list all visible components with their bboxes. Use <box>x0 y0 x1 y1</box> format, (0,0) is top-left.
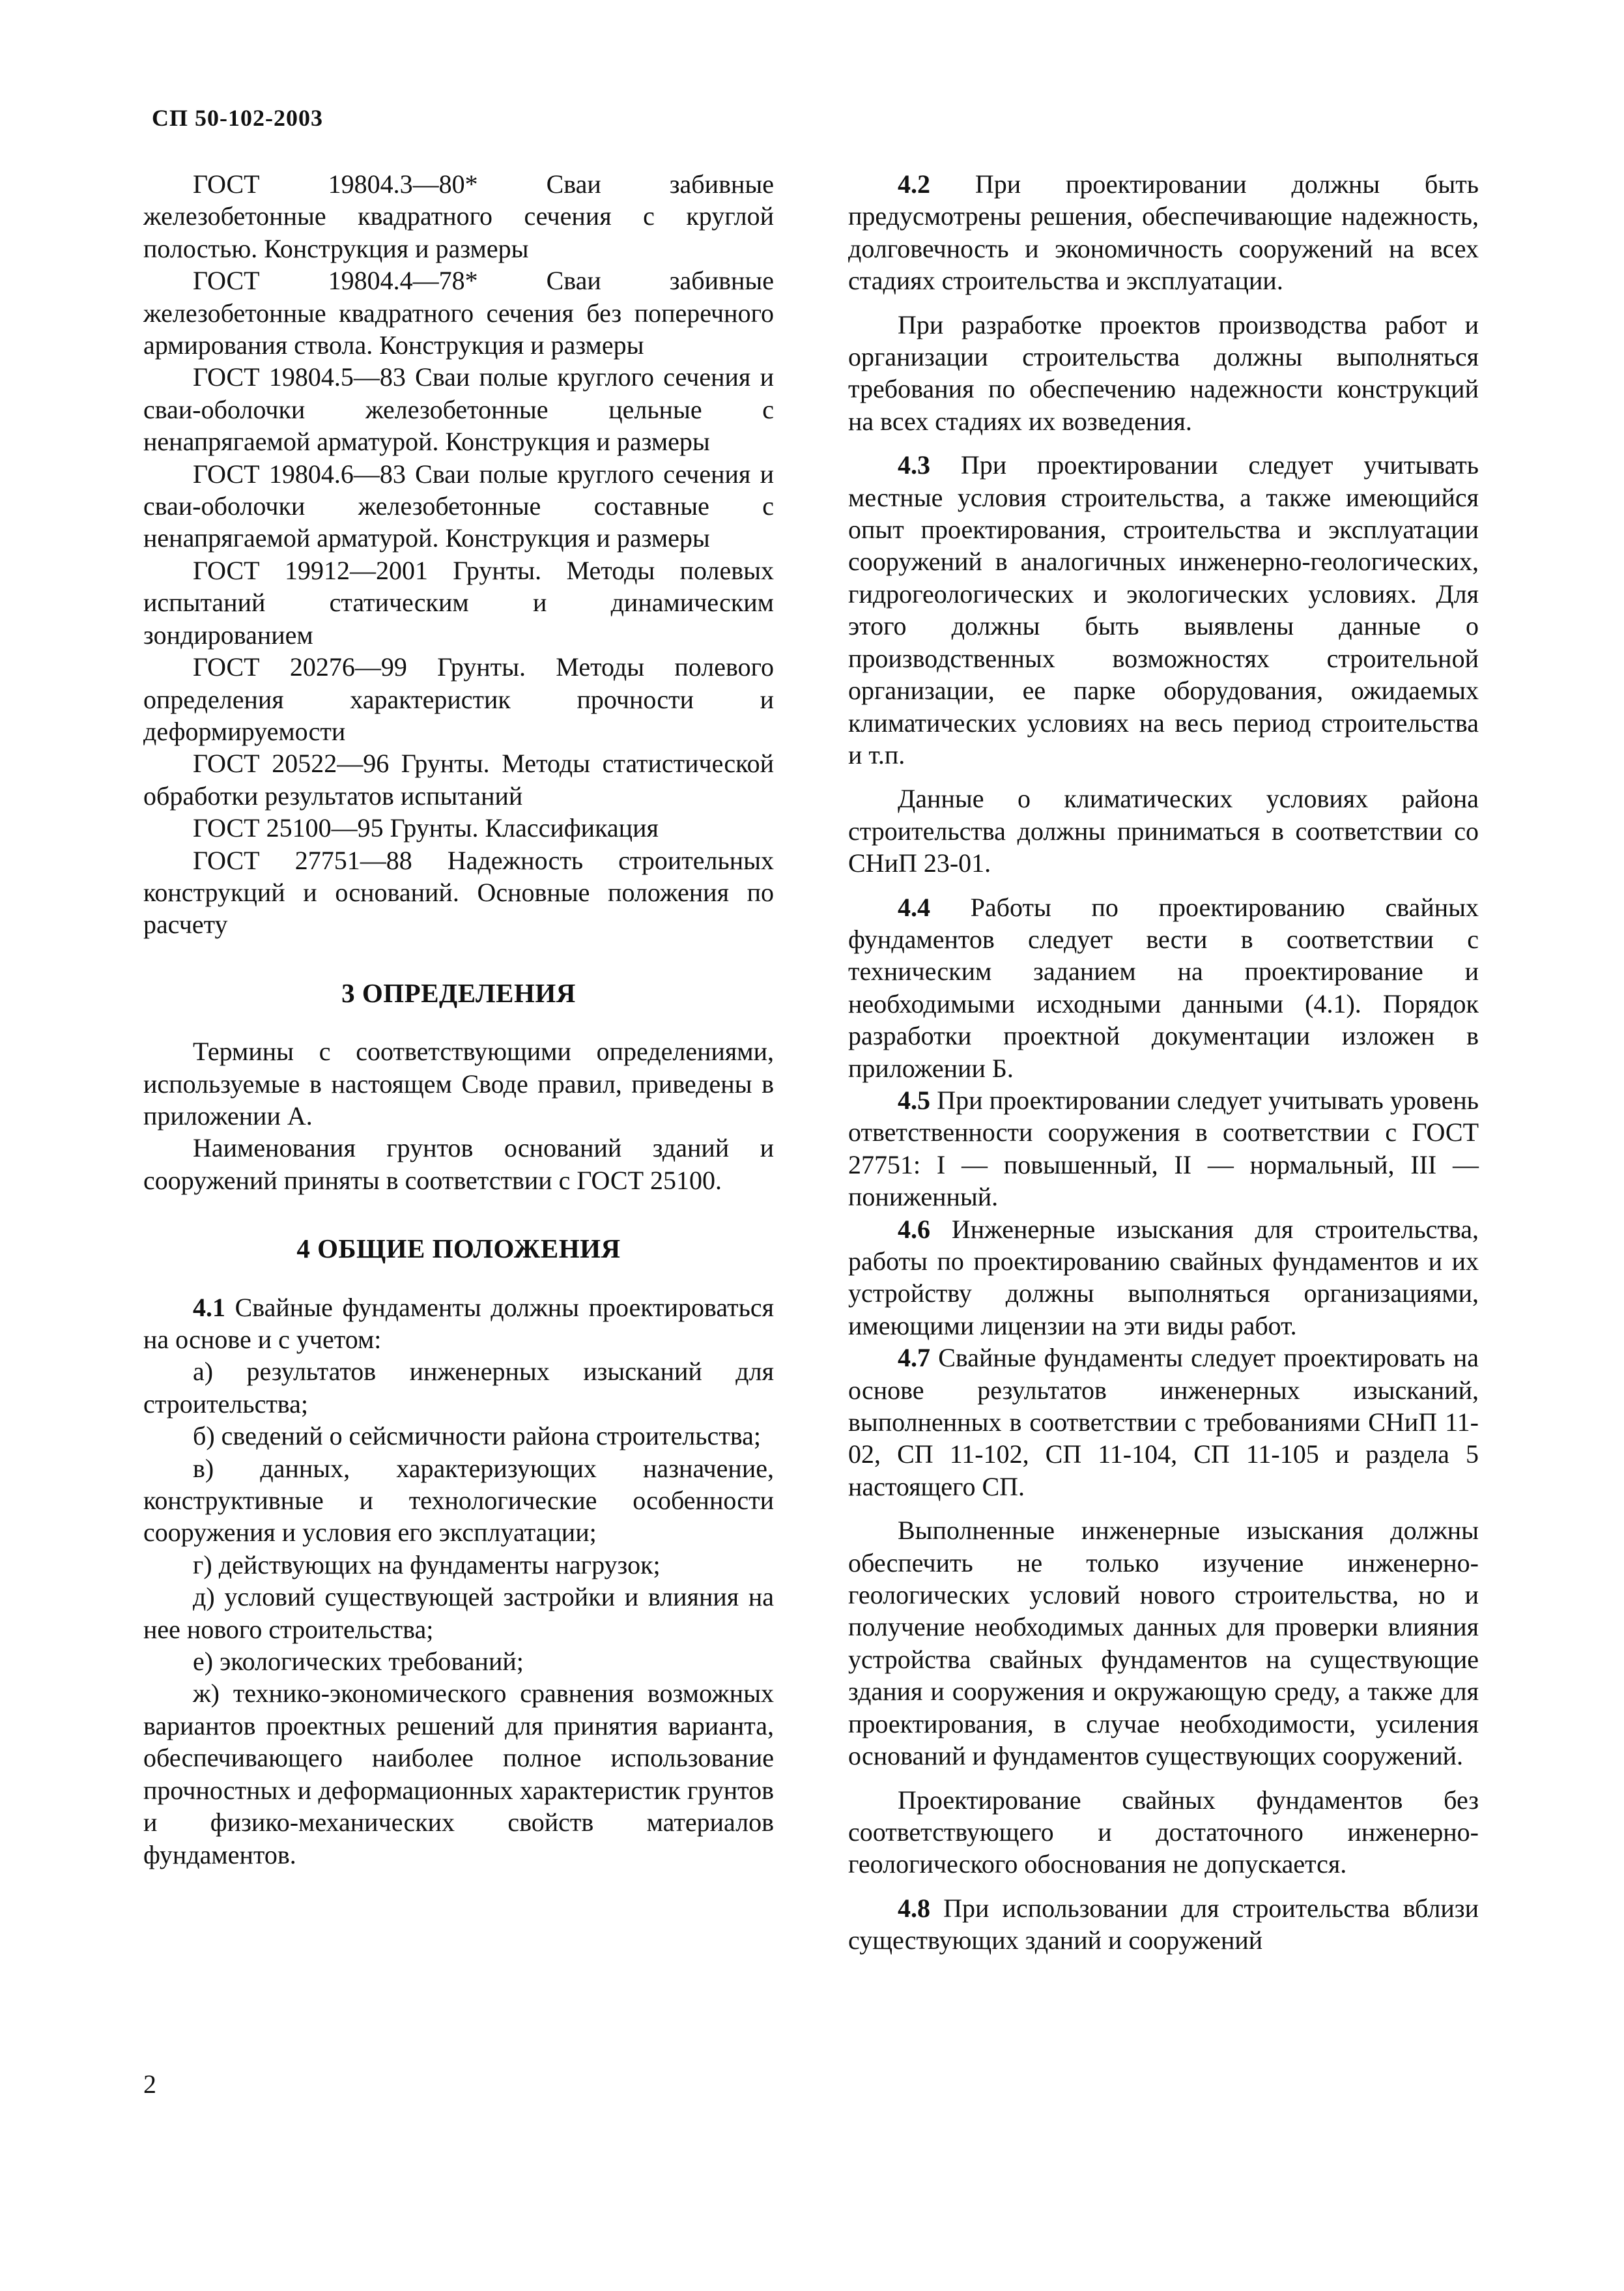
section-3-paragraph-2: Наименования грунтов оснований зданий и сооружений приняты в соответствии с ГОСТ 25100. <box>143 1133 774 1195</box>
reference-gost-25100: ГОСТ 25100—95 Грунты. Классификация <box>193 813 659 843</box>
clause-4-3-continuation: Данные о климатических условиях района строительства должны приниматься в соответствии со СНиП 23-01. <box>848 784 1479 878</box>
clause-4-5 <box>848 1084 1479 1213</box>
clause-4-3 <box>848 449 1479 771</box>
clause-number: 4.7 <box>898 1343 930 1373</box>
clause-4-7-continuation-1: Выполненные инженерные изыскания должны обеспечить не только изучение инженерно-геологических условий нового строительства, но и получение необходимых данных для проверки влияния устройства свайных фундаментов на существующие здания и сооружения и окружающую среду, а также для проектирования, в случае необходимости, усиления оснований и фундаментов существующих сооружений. <box>848 1516 1479 1771</box>
reference-gost-19804-5: ГОСТ 19804.5—83 Сваи полые круглого сечения и сваи-оболочки железобетонные цельные с ненапрягаемой арматурой. Конструкция и размеры <box>143 362 774 457</box>
clause-text: При использовании для строительства вблизи существующих зданий и сооружений <box>848 1893 1479 1955</box>
list-item-d: д) условий существующей застройки и влияния на нее нового строительства; <box>143 1582 774 1644</box>
list-item-a: а) результатов инженерных изысканий для строительства; <box>143 1357 774 1419</box>
page-header: СП 50-102-2003 <box>152 105 323 131</box>
clause-4-2 <box>848 168 1479 297</box>
reference-gost-19804-6: ГОСТ 19804.6—83 Сваи полые круглого сечения и сваи-оболочки железобетонные составные с ненапрягаемой арматурой. Конструкция и размеры <box>143 459 774 553</box>
section-4-heading: 4 ОБЩИЕ ПОЛОЖЕНИЯ <box>296 1233 621 1264</box>
clause-number: 4.6 <box>898 1214 930 1244</box>
clause-4-6 <box>848 1213 1479 1342</box>
clause-4-1 <box>143 1291 774 1356</box>
clause-text: Работы по проектированию свайных фундаментов следует вести в соответствии с техническим заданием на проектирование и необходимыми исходными данными (4.1). Порядок разработки проектной документации изложен в приложении Б. <box>848 892 1479 1083</box>
list-item-zh: ж) технико-экономического сравнения возможных вариантов проектных решений для принятия варианта, обеспечивающего наиболее полное использование прочностных и деформационных характеристик грунтов и физико-механических свойств материалов фундаментов. <box>143 1679 774 1869</box>
clause-number: 4.2 <box>898 169 930 199</box>
list-item-e: е) экологических требований; <box>193 1647 524 1677</box>
clause-4-7 <box>848 1342 1479 1503</box>
clause-number: 4.4 <box>898 892 930 922</box>
clause-text: При проектировании следует учитывать местные условия строительства, а также имеющийся опыт проектирования, строительства и эксплуатации сооружений в аналогичных инженерно-геологических, гидрогеологических и экологических условиях. Для этого должны быть выявлены данные о производственных возможностях строительной организации, ее парке оборудования, ожидаемых климатических условиях на весь период строительства и т.п. <box>848 450 1479 770</box>
left-column <box>143 168 774 1871</box>
reference-gost-20276: ГОСТ 20276—99 Грунты. Методы полевого определения характеристик прочности и деформируемости <box>143 652 774 746</box>
reference-gost-19912: ГОСТ 19912—2001 Грунты. Методы полевых испытаний статическим и динамическим зондированием <box>143 555 774 650</box>
clause-text: При проектировании должны быть предусмотрены решения, обеспечивающие надежность, долговечность и экономичность сооружений на всех стадиях строительства и эксплуатации. <box>848 169 1479 296</box>
clause-text: Инженерные изыскания для строительства, работы по проектированию свайных фундаментов и их устройству должны выполняться организациями, имеющими лицензии на эти виды работ. <box>848 1214 1479 1340</box>
clause-text: Свайные фундаменты должны проектироваться на основе и с учетом: <box>143 1292 774 1354</box>
list-item-v: в) данных, характеризующих назначение, конструктивные и технологические особенности сооружения и условия его эксплуатации; <box>143 1453 774 1548</box>
list-item-g: г) действующих на фундаменты нагрузок; <box>193 1549 661 1579</box>
clause-number: 4.5 <box>898 1085 930 1115</box>
clause-number: 4.3 <box>898 450 930 480</box>
section-3-paragraph-1: Термины с соответствующими определениями, используемые в настоящем Своде правил, приведены в приложении А. <box>143 1037 774 1131</box>
list-item-b: б) сведений о сейсмичности района строительства; <box>193 1421 762 1451</box>
clause-number: 4.1 <box>193 1292 225 1322</box>
reference-gost-19804-3: ГОСТ 19804.3—80* Сваи забивные железобетонные квадратного сечения с круглой полостью. Конструкция и размеры <box>143 169 774 263</box>
section-3-heading: 3 ОПРЕДЕЛЕНИЯ <box>341 977 576 1008</box>
page-number: 2 <box>143 2069 156 2099</box>
right-column <box>848 168 1479 1957</box>
reference-gost-20522: ГОСТ 20522—96 Грунты. Методы статистической обработки результатов испытаний <box>143 749 774 811</box>
reference-gost-19804-4: ГОСТ 19804.4—78* Сваи забивные железобетонные квадратного сечения без поперечного армирования ствола. Конструкция и размеры <box>143 266 774 360</box>
clause-4-7-continuation-2: Проектирование свайных фундаментов без соответствующего и достаточного инженерно-геологического обоснования не допускается. <box>848 1785 1479 1879</box>
clause-4-4 <box>848 891 1479 1084</box>
reference-gost-27751: ГОСТ 27751—88 Надежность строительных конструкций и оснований. Основные положения по расчету <box>143 845 774 940</box>
clause-text: При проектировании следует учитывать уровень ответственности сооружения в соответствии с ГОСТ 27751: I — повышенный, II — нормальный, III — пониженный. <box>848 1085 1479 1212</box>
clause-text: Свайные фундаменты следует проектировать на основе результатов инженерных изысканий, выполненных в соответствии с требованиями СНиП 11-02, СП 11-102, СП 11-104, СП 11-105 и раздела 5 настоящего СП. <box>848 1343 1479 1501</box>
clause-4-8 <box>848 1892 1479 1957</box>
clause-4-2-continuation: При разработке проектов производства работ и организации строительства должны выполняться требования по обеспечению надежности конструкций на всех стадиях их возведения. <box>848 310 1479 436</box>
clause-number: 4.8 <box>898 1893 930 1923</box>
